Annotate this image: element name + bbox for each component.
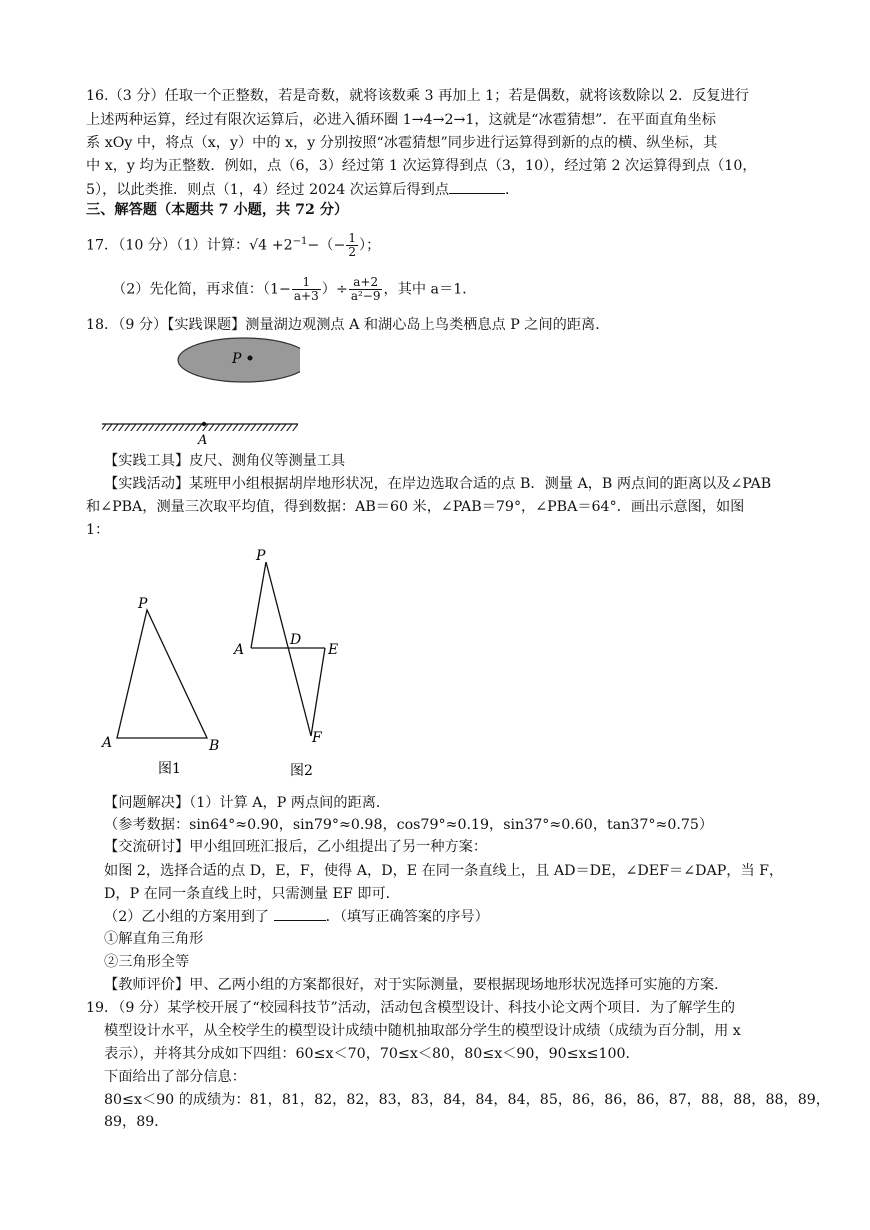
q16-line2: 上述两种运算，经过有限次运算后，必进入循环圈 1→4→2→1，这就是“冰雹猜想”．在平面直角坐标 [86, 112, 716, 128]
shore-hatching [102, 424, 298, 431]
q17-minus: −（− [307, 237, 346, 254]
line-pf [266, 562, 311, 736]
q16-line5 [86, 179, 519, 200]
fig1-label-p: P [138, 596, 148, 612]
fig1-label-b: B [209, 738, 220, 754]
q18-solve: 【问题解决】（1）计算 A，P 两点间的距离． [104, 795, 391, 811]
q18-option-1: ①解直角三角形 [104, 931, 204, 947]
q17-fraction [346, 232, 358, 259]
fig1-label-a: A [102, 735, 113, 751]
q19-line1: 19．（9 分）某学校开展了“校园科技节”活动，活动包含模型设计、科技小论文两个项目．为了解学生的 [86, 1000, 736, 1016]
q17-frac-den: 2 [348, 245, 356, 260]
q19-line5: 80≤x＜90 的成绩为：81，81，82，82，83，83，84，84，84，85，86，86，86，87，88，88，88，89， [104, 1092, 830, 1108]
point-p-dot [248, 356, 253, 361]
q18-activity-1: 【实践活动】某班甲小组根据胡岸地形状况，在岸边选取合适的点 B．测量 A，B 两点间的距离以及∠PAB [104, 476, 772, 492]
q18-part2 [104, 906, 489, 927]
q18-activity-2: 和∠PBA，测量三次取平均值，得到数据：AB＝60 米，∠PAB＝79°，∠PBA＝64°．画出示意图，如图 [86, 499, 745, 515]
figure-2 [228, 542, 358, 782]
q18-reference-data: （参考数据：sin64°≈0.90，sin79°≈0.98，cos79°≈0.19，sin37°≈0.60，tan37°≈0.75） [104, 817, 714, 833]
fig2-caption: 图2 [290, 763, 313, 779]
fig2-label-a: A [234, 642, 245, 658]
q17-part1 [86, 232, 380, 259]
lake-label-p: P [232, 351, 242, 367]
line-ap [251, 562, 266, 648]
q19-line4: 下面给出了部分信息： [104, 1069, 246, 1085]
q18-option-2: ②三角形全等 [104, 954, 190, 970]
q18-plan-2: D，P 在同一条直线上时，只需测量 EF 即可． [104, 886, 400, 902]
q16-line5-end: ． [505, 182, 520, 198]
q17-condition: ，其中 a＝1． [383, 281, 477, 298]
q17-close: ）； [359, 237, 381, 254]
figure-1 [96, 590, 232, 786]
fig2-label-f: F [312, 730, 322, 746]
lake-label-a: A [198, 433, 208, 448]
answer-blank-2[interactable] [274, 906, 326, 921]
q17-exponent: −1 [292, 236, 308, 247]
q17-frac1-num: 1 [292, 276, 321, 290]
q18-teacher-eval: 【教师评价】甲、乙两小组的方案都很好，对于实际测量，要根据现场地形状况选择可实施的方案． [104, 977, 729, 993]
q17-part1-label: 17．（10 分）（1）计算： [86, 237, 250, 254]
section-heading: 三、解答题（本题共 7 小题，共 72 分） [86, 202, 349, 218]
q17-frac2-num: a+2 [349, 276, 383, 290]
fig2-label-e: E [328, 642, 339, 658]
q17-fraction-1 [292, 276, 321, 303]
q18-part2-end: ．（填写正确答案的序号） [325, 909, 489, 925]
fig2-label-d: D [290, 632, 302, 648]
q18-exchange: 【交流研讨】甲小组回班汇报后，乙小组提出了另一种方案： [104, 839, 488, 855]
q18-intro: 18．（9 分）【实践课题】测量湖边观测点 A 和湖心岛上鸟类栖息点 P 之间的距离． [86, 317, 610, 333]
lake-figure [100, 336, 300, 448]
q19-line3: 表示），并将其分成如下四组：60≤x＜70，70≤x＜80，80≤x＜90，90≤x≤100． [104, 1046, 640, 1062]
fig1-caption: 图1 [158, 761, 181, 777]
q19-line6: 89，89． [104, 1114, 169, 1130]
q17-sqrt-expr: √4 +2 [249, 237, 293, 254]
q17-frac-num: 1 [348, 231, 356, 246]
q17-frac2-den: a²−9 [350, 289, 381, 303]
answer-blank[interactable] [449, 179, 505, 194]
q18-activity-3: 1： [86, 522, 110, 538]
q16-line1: 16.（3 分）任取一个正整数，若是奇数，就将该数乘 3 再加上 1；若是偶数，就将该数除以 2．反复进行 [86, 88, 749, 104]
q19-line2: 模型设计水平，从全校学生的模型设计成绩中随机抽取部分学生的模型设计成绩（成绩为百分制，用 x [104, 1023, 741, 1039]
line-ef [311, 648, 325, 736]
q16-line3: 系 xOy 中，将点（x，y）中的 x，y 分别按照“冰雹猜想”同步进行运算得到新的点的横、纵坐标，其 [86, 135, 718, 151]
q16-line4: 中 x，y 均为正整数．例如，点（6，3）经过第 1 次运算得到点（3，10），经过第 2 次运算得到点（10， [86, 158, 757, 174]
q17-divide: ）÷ [321, 281, 348, 298]
point-a-dot [202, 422, 206, 426]
q17-part2 [112, 276, 476, 303]
triangle-pab [117, 610, 207, 738]
q18-part2-text: （2）乙小组的方案用到了 [104, 909, 274, 925]
fig2-label-p: P [256, 548, 266, 564]
q18-tools: 【实践工具】皮尺、测角仪等测量工具 [104, 453, 346, 469]
q18-plan-1: 如图 2，选择合适的点 D，E，F，使得 A，D，E 在同一条直线上，且 AD＝DE，∠DEF＝∠DAP，当 F， [104, 863, 784, 879]
q17-fraction-2 [349, 276, 383, 303]
q17-part2-label: （2）先化简，再求值：（1− [112, 281, 291, 298]
q16-line5-text: 5），以此类推．则点（1，4）经过 2024 次运算后得到点 [86, 182, 450, 198]
q17-frac1-den: a+3 [293, 289, 319, 303]
